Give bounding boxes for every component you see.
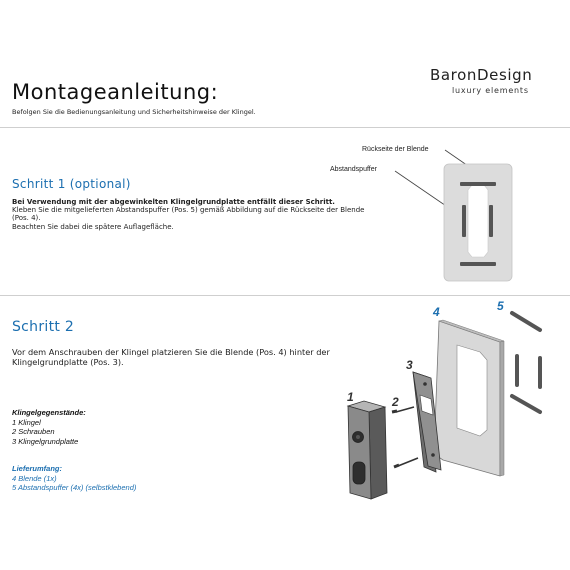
parts-heading: Klingelgegenstände: — [12, 408, 86, 417]
part5-pad-top — [512, 313, 540, 330]
step1-line2: Beachten Sie dabei die spätere Auflagefläche. — [12, 222, 174, 231]
brand-logo: BaronDesign — [430, 66, 533, 84]
parts-item: 2 Schrauben — [12, 427, 55, 437]
part2-screw-bottom — [398, 458, 418, 466]
label-back-of-cover: Rückseite der Blende — [362, 146, 429, 153]
part1-doorbell-side — [369, 407, 387, 499]
part4-cover-edge-side — [500, 341, 504, 476]
position-number-4: 4 — [433, 305, 440, 319]
part3-screw-hole-bottom — [431, 453, 435, 457]
part2-screw-bottom-head — [394, 465, 399, 467]
scope-heading: Lieferumfang: — [12, 464, 63, 473]
spacer-pad-top — [460, 182, 496, 186]
part5-pad-bottom — [512, 396, 540, 412]
part3-screw-hole-top — [423, 382, 427, 386]
part2-screw-top-head — [392, 411, 397, 412]
intro-text: Befolgen Sie die Bedienungsanleitung und Sicherheitshinweise der Klingel. — [12, 108, 256, 116]
step1-bold-text: Bei Verwendung mit der abgewinkelten Klingelgrundplatte entfällt dieser Schritt. — [12, 198, 335, 206]
step2-body: Vor dem Anschrauben der Klingel platzieren Sie die Blende (Pos. 4) hinter der Klingelgrundplatte (Pos. 3). — [12, 347, 330, 367]
step1-heading: Schritt 1 (optional) — [12, 177, 131, 191]
parts-item: 3 Klingelgrundplatte — [12, 436, 79, 446]
page-title: Montageanleitung: — [12, 80, 219, 104]
position-number-2: 2 — [392, 395, 399, 409]
step1-line1: Kleben Sie die mitgelieferten Abstandspuffer (Pos. 5) gemäß Abbildung auf die Rückseite der Blende (Pos. 4). — [12, 206, 365, 223]
cover-cutout — [468, 185, 488, 257]
spacer-pad-left — [462, 205, 466, 237]
cover-back-illustration — [395, 150, 512, 281]
part4-cover-cutout — [457, 345, 487, 436]
spacer-pad-bottom — [460, 262, 496, 266]
step2-heading: Schritt 2 — [12, 319, 75, 335]
scope-item: 5 Abstandspuffer (4x) (selbstklebend) — [12, 483, 137, 493]
label-spacer: Abstandspuffer — [330, 166, 377, 173]
leader-line-spacer — [395, 171, 452, 210]
spacer-pad-right — [489, 205, 493, 237]
part1-bell-button — [353, 462, 365, 484]
position-number-3: 3 — [406, 358, 413, 372]
scope-item: 4 Blende (1x) — [12, 473, 57, 483]
brand-tagline: luxury elements — [452, 86, 529, 95]
exploded-view — [348, 313, 540, 499]
position-number-1: 1 — [347, 390, 354, 404]
position-number-5: 5 — [497, 299, 504, 313]
part1-camera-center — [356, 435, 360, 439]
parts-item: 1 Klingel — [12, 417, 41, 427]
part1-doorbell-front — [348, 406, 371, 499]
